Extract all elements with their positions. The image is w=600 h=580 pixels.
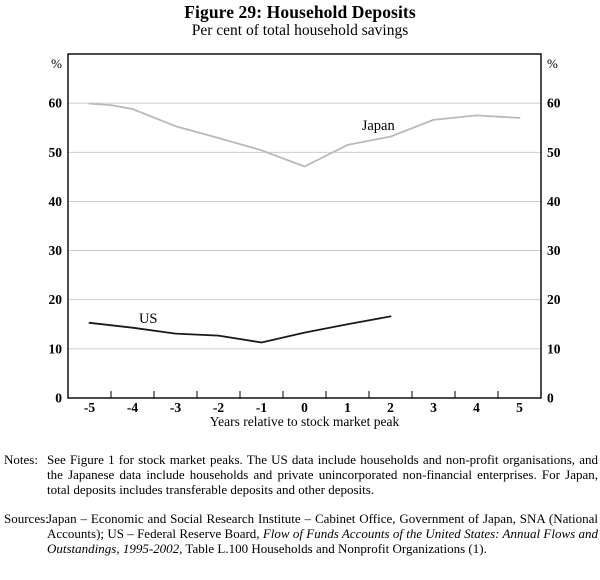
x-tick-label: 2	[387, 400, 394, 415]
figure-title: Figure 29: Household Deposits	[184, 2, 416, 22]
x-tick-label: -5	[83, 400, 96, 415]
x-tick-label: 5	[516, 400, 523, 415]
notes-label: Notes:	[4, 452, 38, 467]
x-tick-label: -3	[169, 400, 182, 415]
y-tick-label-left: 20	[48, 292, 62, 308]
x-tick-label: 3	[430, 400, 437, 415]
plot-border	[68, 54, 541, 398]
y-tick-label-left: 40	[48, 193, 62, 209]
y-tick-label-right: 30	[547, 243, 561, 259]
y-tick-label-right: 20	[547, 292, 561, 308]
notes-block	[4, 452, 598, 498]
x-axis-title: Years relative to stock market peak	[209, 414, 400, 429]
y-tick-label-right: 40	[547, 193, 561, 209]
series-label-japan: Japan	[361, 118, 395, 135]
y-tick-label-left: 60	[48, 95, 62, 111]
y-tick-label-right: 10	[547, 341, 561, 357]
x-tick-label: 4	[473, 400, 480, 415]
sources-text: Japan – Economic and Social Research Institute – Cabinet Office, Government of Japan, SNA (National Accounts); US – Federal Reserve Board, Flow of Funds Accounts of the United States: Annual Flows and Outstandings, 1995-2002, Table L.100 Households and Nonprofit Organizations (1).	[47, 511, 598, 557]
y-axis-unit-left: %	[51, 56, 62, 71]
sources-label: Sources:	[4, 511, 49, 526]
y-tick-label-left: 50	[48, 144, 62, 160]
y-tick-label-left: 10	[48, 341, 62, 357]
series-line-japan	[90, 104, 520, 167]
x-tick-label: -4	[126, 400, 139, 415]
y-tick-label-left: 30	[48, 243, 62, 259]
y-tick-label-right: 0	[547, 390, 554, 406]
y-tick-label-left: 0	[55, 390, 62, 406]
y-axis-unit-right: %	[547, 56, 558, 71]
x-tick-label: 0	[301, 400, 308, 415]
x-tick-label: -1	[255, 400, 268, 415]
series-label-us: US	[138, 310, 158, 327]
series-line-us	[90, 316, 391, 342]
x-tick-label: 1	[344, 400, 351, 415]
x-tick-label: -2	[212, 400, 225, 415]
line-chart-canvas	[0, 45, 600, 437]
sources-block	[4, 511, 598, 557]
y-tick-label-right: 50	[547, 144, 561, 160]
y-tick-label-right: 60	[547, 95, 561, 111]
figure-subtitle: Per cent of total household savings	[191, 22, 409, 39]
notes-text: See Figure 1 for stock market peaks. The US data include households and non-profit organisations, and the Japanese data include households and private unincorporated non-financial enterprises. For Japan, total deposits includes transferable deposits and other deposits.	[47, 452, 598, 498]
